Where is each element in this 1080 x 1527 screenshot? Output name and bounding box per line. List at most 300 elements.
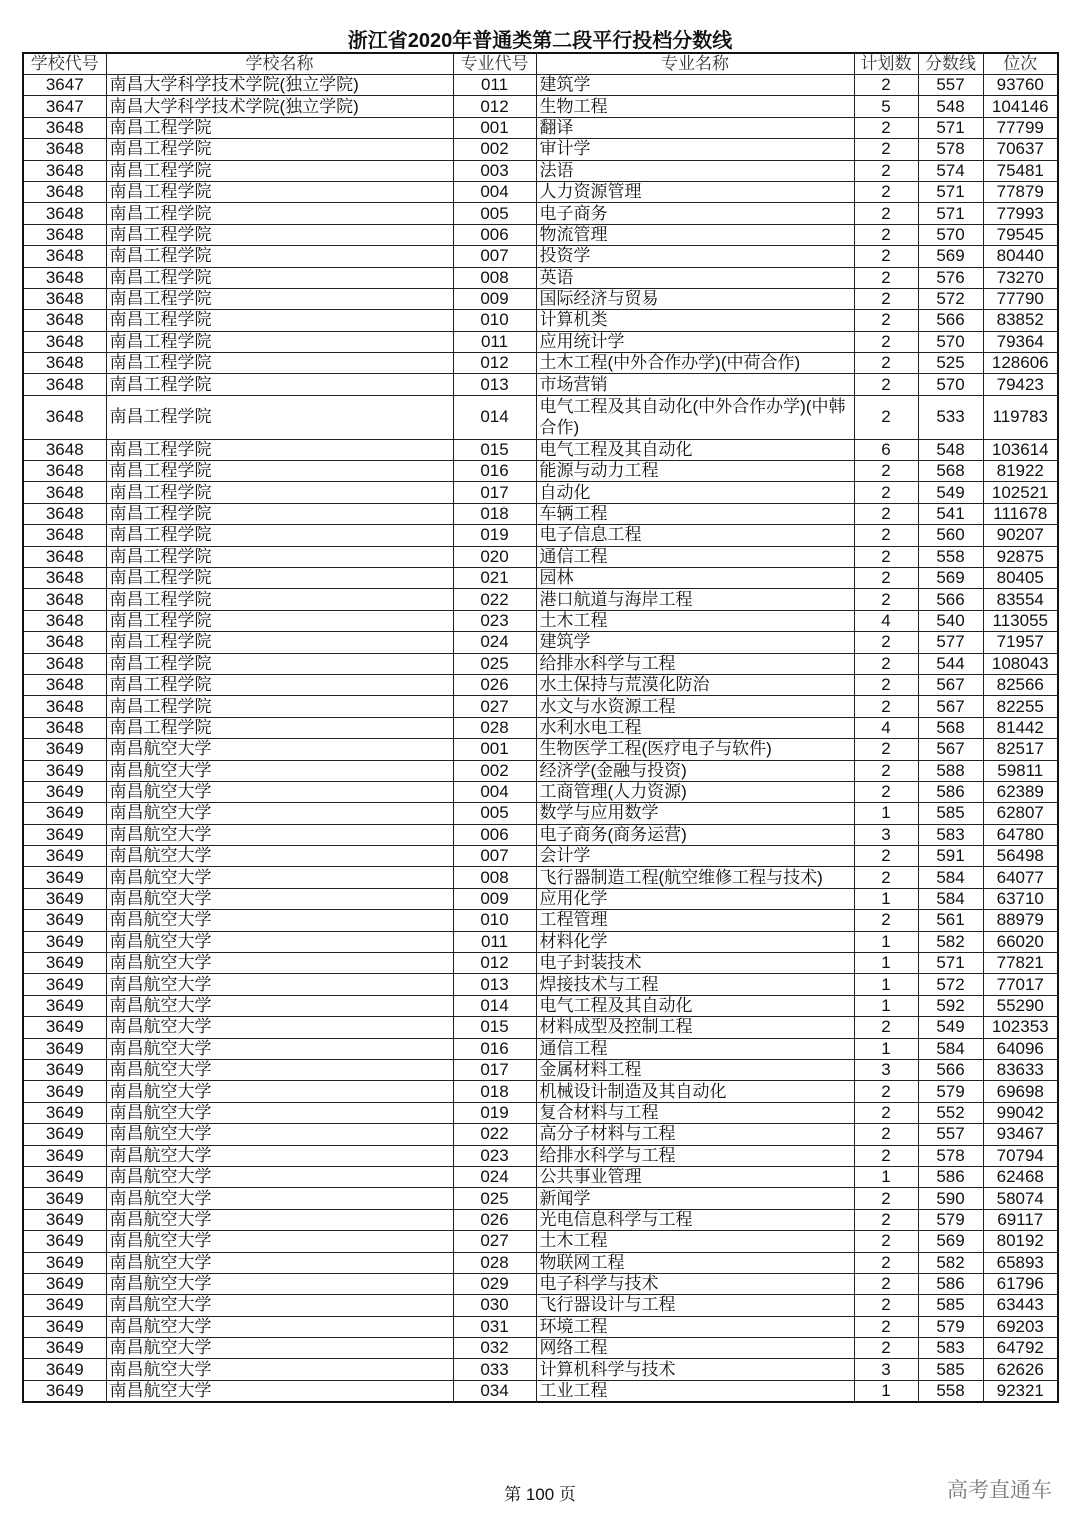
- cell-school-name: 南昌工程学院: [106, 482, 453, 503]
- cell-school-code: 3649: [23, 1017, 106, 1038]
- cell-plan-count: 2: [854, 568, 918, 589]
- cell-rank: 56498: [983, 846, 1058, 867]
- cell-school-code: 3649: [23, 974, 106, 995]
- cell-score-line: 544: [918, 653, 983, 674]
- header-plan-count: 计划数: [854, 53, 918, 75]
- cell-major-name: 通信工程: [536, 1038, 854, 1059]
- cell-major-name: 车辆工程: [536, 503, 854, 524]
- cell-score-line: 578: [918, 1145, 983, 1166]
- cell-rank: 80440: [983, 246, 1058, 267]
- cell-score-line: 584: [918, 1038, 983, 1059]
- table-row: [23, 846, 1058, 867]
- cell-school-code: 3648: [23, 461, 106, 482]
- cell-major-code: 009: [453, 288, 536, 309]
- cell-major-code: 011: [453, 331, 536, 352]
- header-rank: 位次: [983, 53, 1058, 75]
- cell-school-code: 3649: [23, 781, 106, 802]
- cell-plan-count: 1: [854, 1380, 918, 1402]
- cell-score-line: 566: [918, 310, 983, 331]
- cell-major-name: 生物工程: [536, 96, 854, 117]
- cell-school-name: 南昌航空大学: [106, 1359, 453, 1380]
- cell-major-name: 机械设计制造及其自动化: [536, 1081, 854, 1102]
- cell-score-line: 571: [918, 203, 983, 224]
- table-row: [23, 1017, 1058, 1038]
- cell-school-code: 3648: [23, 503, 106, 524]
- cell-plan-count: 4: [854, 717, 918, 738]
- cell-school-code: 3648: [23, 203, 106, 224]
- table-body: [23, 75, 1058, 1403]
- cell-score-line: 590: [918, 1188, 983, 1209]
- cell-major-code: 018: [453, 503, 536, 524]
- cell-major-name: 工业工程: [536, 1380, 854, 1402]
- cell-major-code: 021: [453, 568, 536, 589]
- cell-major-name: 工程管理: [536, 910, 854, 931]
- cell-school-name: 南昌航空大学: [106, 867, 453, 888]
- cell-school-name: 南昌工程学院: [106, 224, 453, 245]
- cell-rank: 79423: [983, 374, 1058, 395]
- cell-major-code: 024: [453, 1166, 536, 1187]
- cell-major-code: 028: [453, 1252, 536, 1273]
- cell-score-line: 591: [918, 846, 983, 867]
- cell-score-line: 568: [918, 717, 983, 738]
- cell-major-code: 004: [453, 781, 536, 802]
- cell-school-code: 3648: [23, 224, 106, 245]
- table-row: [23, 546, 1058, 567]
- cell-score-line: 549: [918, 482, 983, 503]
- cell-rank: 59811: [983, 760, 1058, 781]
- cell-score-line: 586: [918, 781, 983, 802]
- cell-score-line: 567: [918, 739, 983, 760]
- cell-school-code: 3649: [23, 846, 106, 867]
- cell-major-code: 002: [453, 760, 536, 781]
- cell-major-name: 国际经济与贸易: [536, 288, 854, 309]
- cell-major-code: 003: [453, 160, 536, 181]
- cell-school-name: 南昌工程学院: [106, 632, 453, 653]
- cell-school-name: 南昌工程学院: [106, 353, 453, 374]
- cell-plan-count: 2: [854, 160, 918, 181]
- cell-school-code: 3649: [23, 1188, 106, 1209]
- cell-rank: 77790: [983, 288, 1058, 309]
- cell-score-line: 568: [918, 461, 983, 482]
- cell-school-code: 3649: [23, 1209, 106, 1230]
- cell-score-line: 557: [918, 75, 983, 96]
- table-row: [23, 203, 1058, 224]
- cell-school-code: 3648: [23, 696, 106, 717]
- cell-major-name: 数学与应用数学: [536, 803, 854, 824]
- cell-school-name: 南昌航空大学: [106, 1102, 453, 1123]
- cell-rank: 64780: [983, 824, 1058, 845]
- cell-major-code: 016: [453, 1038, 536, 1059]
- cell-school-name: 南昌航空大学: [106, 1380, 453, 1402]
- table-row: [23, 1166, 1058, 1187]
- cell-school-code: 3648: [23, 632, 106, 653]
- cell-plan-count: 2: [854, 117, 918, 138]
- cell-major-name: 水利水电工程: [536, 717, 854, 738]
- cell-rank: 55290: [983, 995, 1058, 1016]
- cell-plan-count: 2: [854, 1316, 918, 1337]
- cell-plan-count: 1: [854, 974, 918, 995]
- cell-rank: 64096: [983, 1038, 1058, 1059]
- cell-rank: 64077: [983, 867, 1058, 888]
- cell-school-name: 南昌工程学院: [106, 310, 453, 331]
- cell-plan-count: 2: [854, 1231, 918, 1252]
- cell-school-code: 3649: [23, 1338, 106, 1359]
- cell-score-line: 571: [918, 181, 983, 202]
- cell-score-line: 585: [918, 1359, 983, 1380]
- cell-plan-count: 3: [854, 1059, 918, 1080]
- table-row: [23, 1252, 1058, 1273]
- table-row: [23, 353, 1058, 374]
- cell-plan-count: 2: [854, 674, 918, 695]
- table-row: [23, 1359, 1058, 1380]
- cell-school-name: 南昌航空大学: [106, 1124, 453, 1145]
- cell-major-code: 017: [453, 482, 536, 503]
- cell-rank: 62807: [983, 803, 1058, 824]
- cell-plan-count: 2: [854, 310, 918, 331]
- cell-major-name: 电气工程及其自动化: [536, 439, 854, 460]
- table-row: [23, 1338, 1058, 1359]
- cell-rank: 77799: [983, 117, 1058, 138]
- cell-school-code: 3649: [23, 931, 106, 952]
- cell-major-name: 市场营销: [536, 374, 854, 395]
- cell-score-line: 582: [918, 931, 983, 952]
- cell-major-name: 能源与动力工程: [536, 461, 854, 482]
- cell-school-name: 南昌工程学院: [106, 546, 453, 567]
- cell-school-name: 南昌工程学院: [106, 610, 453, 631]
- cell-plan-count: 4: [854, 610, 918, 631]
- cell-major-name: 电子封装技术: [536, 953, 854, 974]
- cell-school-code: 3649: [23, 910, 106, 931]
- cell-major-code: 010: [453, 310, 536, 331]
- cell-plan-count: 2: [854, 525, 918, 546]
- cell-major-code: 011: [453, 931, 536, 952]
- cell-school-code: 3648: [23, 717, 106, 738]
- cell-school-name: 南昌工程学院: [106, 568, 453, 589]
- cell-school-name: 南昌工程学院: [106, 267, 453, 288]
- table-row: [23, 160, 1058, 181]
- cell-school-code: 3648: [23, 610, 106, 631]
- cell-school-code: 3649: [23, 1231, 106, 1252]
- cell-major-name: 材料成型及控制工程: [536, 1017, 854, 1038]
- cell-school-name: 南昌工程学院: [106, 503, 453, 524]
- cell-school-code: 3649: [23, 1273, 106, 1294]
- cell-school-name: 南昌航空大学: [106, 846, 453, 867]
- cell-school-code: 3647: [23, 75, 106, 96]
- cell-school-name: 南昌工程学院: [106, 139, 453, 160]
- cell-plan-count: 2: [854, 1102, 918, 1123]
- table-row: [23, 974, 1058, 995]
- cell-school-name: 南昌航空大学: [106, 910, 453, 931]
- cell-plan-count: 1: [854, 888, 918, 909]
- cell-major-name: 高分子材料与工程: [536, 1124, 854, 1145]
- table-row: [23, 953, 1058, 974]
- table-row: [23, 1231, 1058, 1252]
- cell-rank: 77821: [983, 953, 1058, 974]
- cell-school-name: 南昌工程学院: [106, 203, 453, 224]
- table-row: [23, 1316, 1058, 1337]
- cell-major-name: 投资学: [536, 246, 854, 267]
- cell-school-name: 南昌航空大学: [106, 781, 453, 802]
- cell-rank: 102353: [983, 1017, 1058, 1038]
- cell-rank: 119783: [983, 395, 1058, 439]
- cell-school-name: 南昌工程学院: [106, 439, 453, 460]
- table-row: [23, 717, 1058, 738]
- cell-school-name: 南昌航空大学: [106, 974, 453, 995]
- cell-major-name: 土木工程(中外合作办学)(中荷合作): [536, 353, 854, 374]
- cell-major-name: 港口航道与海岸工程: [536, 589, 854, 610]
- cell-plan-count: 2: [854, 503, 918, 524]
- cell-major-name: 自动化: [536, 482, 854, 503]
- cell-plan-count: 2: [854, 546, 918, 567]
- cell-school-name: 南昌航空大学: [106, 1252, 453, 1273]
- cell-plan-count: 2: [854, 589, 918, 610]
- table-row: [23, 1124, 1058, 1145]
- cell-rank: 99042: [983, 1102, 1058, 1123]
- cell-rank: 82566: [983, 674, 1058, 695]
- cell-major-code: 012: [453, 953, 536, 974]
- cell-major-name: 应用化学: [536, 888, 854, 909]
- table-row: [23, 181, 1058, 202]
- cell-school-code: 3648: [23, 331, 106, 352]
- cell-school-name: 南昌航空大学: [106, 1038, 453, 1059]
- cell-school-name: 南昌工程学院: [106, 696, 453, 717]
- cell-school-name: 南昌工程学院: [106, 331, 453, 352]
- cell-score-line: 570: [918, 374, 983, 395]
- cell-major-name: 英语: [536, 267, 854, 288]
- table-row: [23, 374, 1058, 395]
- cell-plan-count: 2: [854, 75, 918, 96]
- cell-major-code: 015: [453, 439, 536, 460]
- cell-score-line: 585: [918, 1295, 983, 1316]
- cell-major-name: 工商管理(人力资源): [536, 781, 854, 802]
- cell-score-line: 566: [918, 1059, 983, 1080]
- cell-major-name: 电子商务: [536, 203, 854, 224]
- cell-rank: 77993: [983, 203, 1058, 224]
- header-major-name: 专业名称: [536, 53, 854, 75]
- cell-major-name: 复合材料与工程: [536, 1102, 854, 1123]
- cell-school-name: 南昌航空大学: [106, 1231, 453, 1252]
- cell-plan-count: 1: [854, 931, 918, 952]
- cell-school-code: 3648: [23, 439, 106, 460]
- cell-score-line: 569: [918, 568, 983, 589]
- cell-major-name: 建筑学: [536, 632, 854, 653]
- cell-plan-count: 2: [854, 760, 918, 781]
- cell-plan-count: 2: [854, 696, 918, 717]
- cell-major-name: 翻译: [536, 117, 854, 138]
- cell-major-name: 人力资源管理: [536, 181, 854, 202]
- table-header-row: [23, 53, 1058, 75]
- cell-score-line: 582: [918, 1252, 983, 1273]
- cell-major-code: 002: [453, 139, 536, 160]
- cell-rank: 83852: [983, 310, 1058, 331]
- cell-score-line: 586: [918, 1166, 983, 1187]
- cell-score-line: 540: [918, 610, 983, 631]
- cell-school-code: 3648: [23, 525, 106, 546]
- cell-major-code: 022: [453, 1124, 536, 1145]
- cell-school-name: 南昌航空大学: [106, 1017, 453, 1038]
- cell-school-name: 南昌航空大学: [106, 1166, 453, 1187]
- cell-plan-count: 2: [854, 1252, 918, 1273]
- table-row: [23, 117, 1058, 138]
- cell-school-name: 南昌大学科学技术学院(独立学院): [106, 96, 453, 117]
- cell-major-code: 005: [453, 203, 536, 224]
- cell-major-name: 材料化学: [536, 931, 854, 952]
- cell-rank: 111678: [983, 503, 1058, 524]
- cell-score-line: 584: [918, 888, 983, 909]
- cell-school-name: 南昌工程学院: [106, 674, 453, 695]
- cell-school-name: 南昌航空大学: [106, 1059, 453, 1080]
- cell-major-name: 水文与水资源工程: [536, 696, 854, 717]
- cell-school-code: 3648: [23, 246, 106, 267]
- cell-major-code: 008: [453, 267, 536, 288]
- cell-school-code: 3649: [23, 1081, 106, 1102]
- cell-plan-count: 2: [854, 331, 918, 352]
- cell-school-name: 南昌航空大学: [106, 1081, 453, 1102]
- cell-school-code: 3649: [23, 1145, 106, 1166]
- cell-major-name: 电子科学与技术: [536, 1273, 854, 1294]
- cell-school-code: 3649: [23, 1102, 106, 1123]
- cell-score-line: 585: [918, 803, 983, 824]
- cell-rank: 69117: [983, 1209, 1058, 1230]
- cell-rank: 92875: [983, 546, 1058, 567]
- cell-major-name: 建筑学: [536, 75, 854, 96]
- cell-rank: 108043: [983, 653, 1058, 674]
- cell-major-code: 019: [453, 1102, 536, 1123]
- cell-school-code: 3648: [23, 181, 106, 202]
- cell-plan-count: 1: [854, 953, 918, 974]
- cell-major-code: 032: [453, 1338, 536, 1359]
- cell-major-code: 031: [453, 1316, 536, 1337]
- cell-school-name: 南昌工程学院: [106, 160, 453, 181]
- cell-school-code: 3649: [23, 760, 106, 781]
- header-school-code: 学校代号: [23, 53, 106, 75]
- cell-major-code: 015: [453, 1017, 536, 1038]
- cell-school-code: 3648: [23, 160, 106, 181]
- cell-rank: 69203: [983, 1316, 1058, 1337]
- cell-school-code: 3649: [23, 867, 106, 888]
- cell-rank: 80192: [983, 1231, 1058, 1252]
- table-row: [23, 96, 1058, 117]
- cell-major-code: 030: [453, 1295, 536, 1316]
- cell-school-name: 南昌工程学院: [106, 395, 453, 439]
- cell-major-name: 给排水科学与工程: [536, 1145, 854, 1166]
- cell-major-code: 013: [453, 374, 536, 395]
- cell-score-line: 579: [918, 1209, 983, 1230]
- table-row: [23, 1102, 1058, 1123]
- table-row: [23, 568, 1058, 589]
- table-row: [23, 461, 1058, 482]
- table-row: [23, 739, 1058, 760]
- cell-major-code: 005: [453, 803, 536, 824]
- table-row: [23, 246, 1058, 267]
- cell-score-line: 567: [918, 696, 983, 717]
- cell-major-name: 法语: [536, 160, 854, 181]
- cell-school-name: 南昌航空大学: [106, 931, 453, 952]
- cell-major-code: 009: [453, 888, 536, 909]
- cell-school-code: 3648: [23, 267, 106, 288]
- cell-major-name: 电气工程及其自动化: [536, 995, 854, 1016]
- table-row: [23, 525, 1058, 546]
- table-row: [23, 910, 1058, 931]
- cell-major-name: 电子信息工程: [536, 525, 854, 546]
- cell-school-code: 3648: [23, 568, 106, 589]
- table-row: [23, 482, 1058, 503]
- cell-score-line: 579: [918, 1081, 983, 1102]
- cell-major-code: 027: [453, 696, 536, 717]
- cell-score-line: 533: [918, 395, 983, 439]
- cell-score-line: 592: [918, 995, 983, 1016]
- cell-major-name: 计算机类: [536, 310, 854, 331]
- cell-school-code: 3649: [23, 1166, 106, 1187]
- cell-major-name: 通信工程: [536, 546, 854, 567]
- cell-score-line: 567: [918, 674, 983, 695]
- cell-plan-count: 2: [854, 203, 918, 224]
- cell-major-name: 公共事业管理: [536, 1166, 854, 1187]
- cell-rank: 70794: [983, 1145, 1058, 1166]
- cell-plan-count: 2: [854, 1188, 918, 1209]
- cell-rank: 69698: [983, 1081, 1058, 1102]
- cell-major-code: 006: [453, 224, 536, 245]
- cell-plan-count: 2: [854, 739, 918, 760]
- cell-major-name: 应用统计学: [536, 331, 854, 352]
- cell-major-name: 物联网工程: [536, 1252, 854, 1273]
- cell-school-name: 南昌航空大学: [106, 1295, 453, 1316]
- cell-school-name: 南昌航空大学: [106, 995, 453, 1016]
- watermark: 高考直通车: [947, 1479, 1052, 1502]
- table-row: [23, 674, 1058, 695]
- cell-major-code: 012: [453, 96, 536, 117]
- table-row: [23, 931, 1058, 952]
- cell-major-name: 给排水科学与工程: [536, 653, 854, 674]
- cell-school-name: 南昌航空大学: [106, 1273, 453, 1294]
- table-row: [23, 75, 1058, 96]
- cell-rank: 103614: [983, 439, 1058, 460]
- cell-major-code: 023: [453, 1145, 536, 1166]
- cell-school-code: 3649: [23, 1059, 106, 1080]
- cell-rank: 77017: [983, 974, 1058, 995]
- cell-school-code: 3648: [23, 653, 106, 674]
- cell-school-name: 南昌工程学院: [106, 288, 453, 309]
- cell-major-code: 034: [453, 1380, 536, 1402]
- cell-plan-count: 2: [854, 1338, 918, 1359]
- cell-plan-count: 2: [854, 1273, 918, 1294]
- cell-major-name: 环境工程: [536, 1316, 854, 1337]
- cell-score-line: 576: [918, 267, 983, 288]
- cell-major-name: 经济学(金融与投资): [536, 760, 854, 781]
- cell-major-code: 012: [453, 353, 536, 374]
- cell-major-code: 033: [453, 1359, 536, 1380]
- cell-rank: 81922: [983, 461, 1058, 482]
- cell-score-line: 560: [918, 525, 983, 546]
- cell-major-name: 焊接技术与工程: [536, 974, 854, 995]
- table-row: [23, 1273, 1058, 1294]
- cell-score-line: 583: [918, 1338, 983, 1359]
- cell-rank: 93467: [983, 1124, 1058, 1145]
- cell-rank: 62626: [983, 1359, 1058, 1380]
- cell-score-line: 583: [918, 824, 983, 845]
- header-school-name: 学校名称: [106, 53, 453, 75]
- cell-major-code: 022: [453, 589, 536, 610]
- cell-rank: 79545: [983, 224, 1058, 245]
- cell-plan-count: 6: [854, 439, 918, 460]
- cell-school-code: 3648: [23, 117, 106, 138]
- cell-school-name: 南昌航空大学: [106, 1188, 453, 1209]
- cell-school-code: 3649: [23, 1295, 106, 1316]
- table-row: [23, 1209, 1058, 1230]
- table-row: [23, 288, 1058, 309]
- page-title: 浙江省2020年普通类第二段平行投档分数线: [347, 30, 733, 52]
- page-number: 第 100 页: [504, 1485, 576, 1504]
